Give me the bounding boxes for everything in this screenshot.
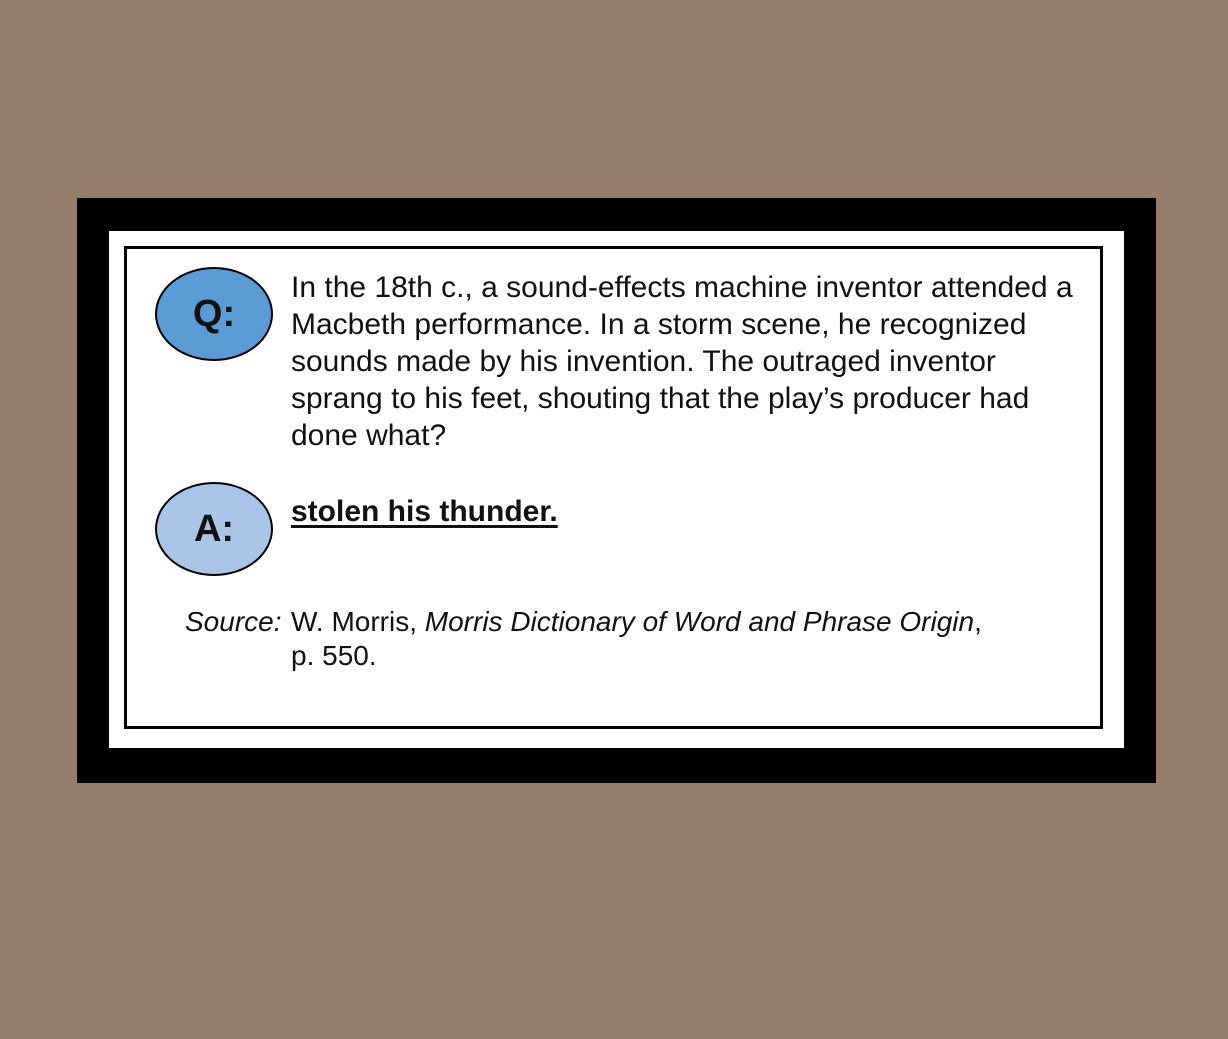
answer-badge-label: A: bbox=[193, 507, 235, 550]
source-author: W. Morris, bbox=[291, 606, 417, 637]
card-border bbox=[124, 246, 1103, 729]
question-badge bbox=[155, 267, 273, 361]
question-text: In the 18th c., a sound-effects machine inventor attended a Macbeth performance. In a storm scene, he recognized sounds made by his invention. The outraged inventor sprang to his feet, shouting that the play’s producer had done what? bbox=[291, 271, 1073, 452]
source-citation bbox=[291, 605, 1071, 673]
question-badge-label: Q: bbox=[192, 292, 236, 335]
card-frame bbox=[77, 198, 1156, 783]
card-body bbox=[109, 231, 1124, 748]
source-title: Morris Dictionary of Word and Phrase Origin bbox=[424, 606, 975, 637]
answer-text: stolen his thunder. bbox=[291, 495, 558, 528]
answer-badge bbox=[155, 482, 273, 576]
source-page: p. 550. bbox=[291, 640, 377, 671]
source-label: Source: bbox=[185, 606, 282, 637]
source-title-suffix: , bbox=[974, 606, 982, 637]
